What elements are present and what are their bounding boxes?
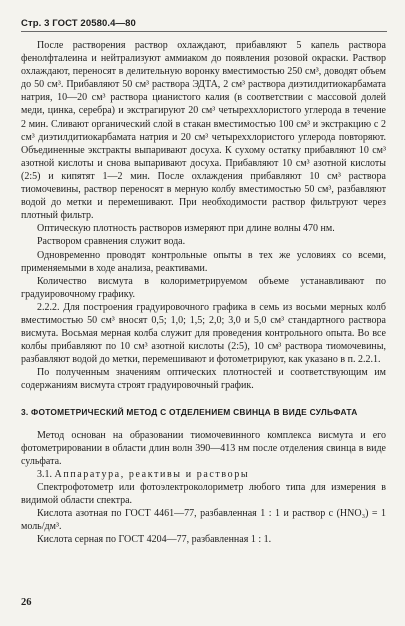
subsection-title: Аппаратура, реактивы и растворы xyxy=(54,468,250,480)
paragraph: Метод основан на образовании тиомочевинного комплекса висмута и его фотометрировании в области длин волн 390—413 нм после отделения свинца в виде сульфата. xyxy=(21,429,386,467)
section-heading: 3. ФОТОМЕТРИЧЕСКИЙ МЕТОД С ОТДЕЛЕНИЕМ СВИНЦА В ВИДЕ СУЛЬФАТА xyxy=(21,406,358,417)
paragraph: 2.2.2. Для построения градуировочного графика в семь из восьми мерных колб вместимостью 50 см³ вносят 0,5; 1,0; 1,5; 2,0; 3,0 и 5,0 см³ стандартного раствора висмута. Восьмая мерная колба служит для проведения контрольного опыта. Во все колбы прибавляют по 10 см³ азотной кислоты (2:5), 10 см³ раствора тиомочевины, разбавляют водой до метки, перемешивают и фотометрируют, как указано в п. 2.2.1. xyxy=(21,301,386,366)
paragraph: Кислота азотная по ГОСТ 4461—77, разбавленная 1 : 1 и раствор с (HNO₃) = 1 моль/дм³. xyxy=(21,508,386,533)
paragraph: После растворения раствор охлаждают, прибавляют 5 капель раствора фенолфталеина и нейтрализуют аммиаком до появления розовой окраски. Раствор охлаждают, переносят в делительную воронку вместимостью 250 см³, доводят объем до 50 см³. Прибавляют 50 см³ раствора ЭДТА, 2 см³ раствора диэтилдитиокарбамата натрия, 10—20 см³ раствора цианистого калия (в соответствии с массовой долей меди, цинка, серебра) и экстрагируют 20 см³ четыреххлористого углерода в течение 2 мин. Сливают органический слой в стакан вместимостью 100 см³ и экстракцию с 2 см³ диэтилдитиокарбамата натрия и 20 см³ четыреххлористого углерода повторяют. Объединенные экстракты выпаривают досуха. К сухому остатку прибавляют 10 см³ азотной кислоты и снова выпаривают досуха. Прибавляют 10 см³ азотной кислоты (2:5) и кипятят 1—2 мин. После охлаждения прибавляют 10 см³ раствора тиомочевины, раствор переносят в мерную колбу вместимостью 50 см³, разбавляют водой до метки и перемешивают. При необходимости раствор фильтруют через плотный фильтр. xyxy=(21,40,386,222)
page-body xyxy=(21,39,386,546)
paragraph: Оптическую плотность растворов измеряют при длине волны 470 нм. xyxy=(37,223,335,235)
page-number: 26 xyxy=(21,597,32,608)
paragraph: Количество висмута в колориметрируемом объеме устанавливают по градуировочному графику. xyxy=(21,275,386,300)
header-rule xyxy=(21,31,387,32)
paragraph: По полученным значениям оптических плотностей и соответствующим им содержаниям висмута строят градуировочный график. xyxy=(21,367,386,392)
paragraph: Одновременно проводят контрольные опыты в тех же условиях со всеми, применяемыми в ходе анализа, реактивами. xyxy=(21,249,386,274)
paragraph: Кислота серная по ГОСТ 4204—77, разбавленная 1 : 1. xyxy=(37,534,272,546)
paragraph: Раствором сравнения служит вода. xyxy=(37,236,186,248)
paragraph: Спектрофотометр или фотоэлектроколориметр любого типа для измерения в видимой области спектра. xyxy=(21,482,386,507)
subsection-number: 3.1. xyxy=(37,468,52,480)
page-header: Стр. 3 ГОСТ 20580.4—80 xyxy=(21,18,136,29)
subsection-heading xyxy=(21,468,386,481)
